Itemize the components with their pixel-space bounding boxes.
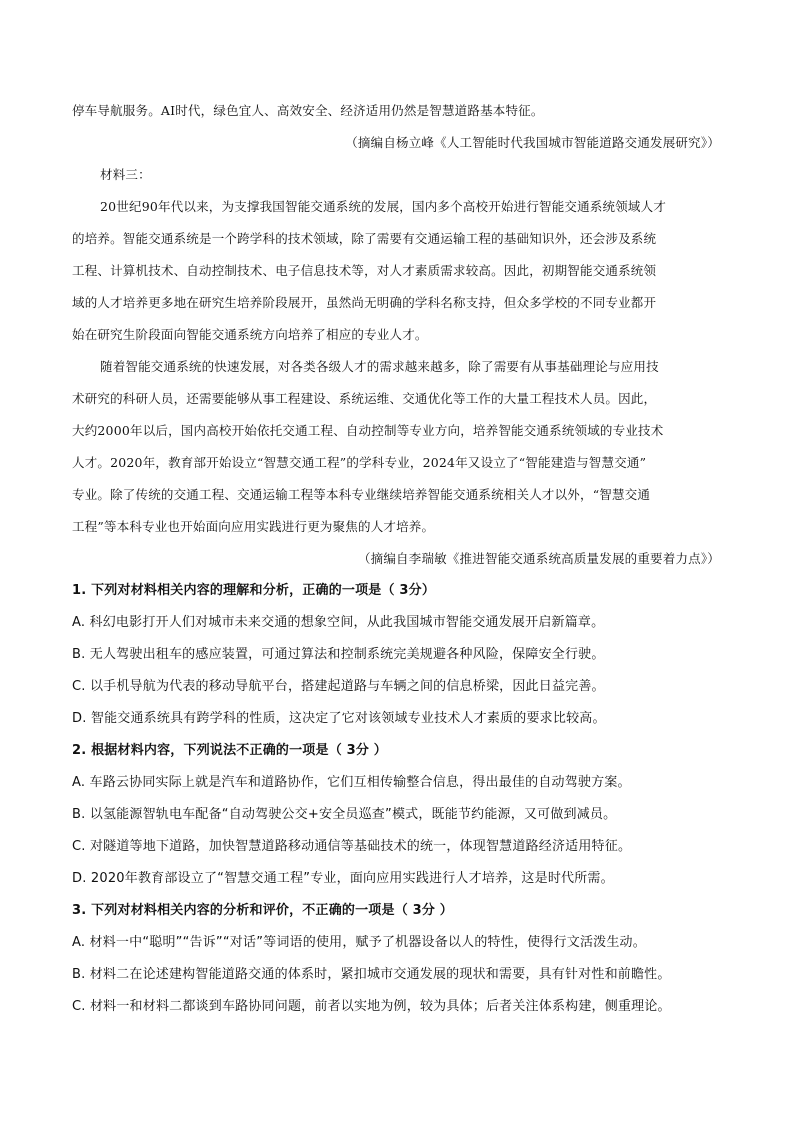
material2-source: （摘编自杨立峰《人工智能时代我国城市智能道路交通发展研究》） bbox=[345, 135, 720, 150]
material3-p2-line: 随着智能交通系统的快速发展，对各类各级人才的需求越来越多，除了需要有从事基础理论与应用技 bbox=[100, 359, 659, 374]
question-3-option-b: B. 材料二在论述建构智能道路交通的体系时，紧扣城市交通发展的现状和需要，具有针对性和前瞻性。 bbox=[72, 967, 671, 982]
material3-p1-line: 始在研究生阶段面向智能交通系统方向培养了相应的专业人才。 bbox=[72, 327, 428, 342]
material3-p1-line: 的培养。智能交通系统是一个跨学科的技术领域，除了需要有交通运输工程的基础知识外，还会涉及系统 bbox=[72, 231, 657, 246]
question-2-option-d: D. 2020年教育部设立了“智慧交通工程”专业，面向应用实践进行人才培养，这是时代所需。 bbox=[72, 871, 614, 886]
material3-source: （摘编自李瑞敏《推进智能交通系统高质量发展的重要着力点》） bbox=[357, 551, 720, 566]
question-1-option-b: B. 无人驾驶出租车的感应装置，可通过算法和控制系统完美规避各种风险，保障安全行驶。 bbox=[72, 647, 605, 662]
question-1-stem: 1. 下列对材料相关内容的理解和分析，正确的一项是（ 3分） bbox=[72, 583, 436, 598]
material2-last-line: 停车导航服务。AI时代，绿色宜人、高效安全、经济适用仍然是智慧道路基本特征。 bbox=[72, 103, 544, 118]
material3-p2-line: 大约2000年以后，国内高校开始依托交通工程、自动控制等专业方向，培养智能交通系统领域的专业技术 bbox=[72, 423, 664, 438]
question-1-option-a: A. 科幻电影打开人们对城市未来交通的想象空间，从此我国城市智能交通发展开启新篇章。 bbox=[72, 615, 605, 630]
material3-p1-line: 工程、计算机技术、自动控制技术、电子信息技术等，对人才素质需求较高。因此，初期智能交通系统领 bbox=[72, 263, 657, 278]
material3-heading: 材料三： bbox=[100, 167, 151, 182]
material3-p2-line: 人才。2020年，教育部开始设立“智慧交通工程”的学科专业，2024年又设立了“智能建造与智慧交通” bbox=[72, 455, 647, 470]
question-2-option-a: A. 车路云协同实际上就是汽车和道路协作，它们互相传输整合信息，得出最佳的自动驾驶方案。 bbox=[72, 775, 631, 790]
question-2-option-c: C. 对隧道等地下道路，加快智慧道路移动通信等基础技术的统一，体现智慧道路经济适用特征。 bbox=[72, 839, 632, 854]
question-3-option-a: A. 材料一中“聪明”“告诉”“对话”等词语的使用，赋予了机器设备以人的特性，使得行文活泼生动。 bbox=[72, 935, 646, 950]
question-2-stem: 2. 根据材料内容，下列说法不正确的一项是（ 3分 ） bbox=[72, 743, 388, 758]
question-3-option-c: C. 材料一和材料二都谈到车路协同问题，前者以实地为例，较为具体；后者关注体系构建，侧重理论。 bbox=[72, 999, 671, 1014]
question-1-option-c: C. 以手机导航为代表的移动导航平台，搭建起道路与车辆之间的信息桥梁，因此日益完善。 bbox=[72, 679, 605, 694]
material3-p2-line: 专业。除了传统的交通工程、交通运输工程等本科专业继续培养智能交通系统相关人才以外，“智慧交通 bbox=[72, 487, 651, 502]
material3-p1-line: 20世纪90年代以来，为支撑我国智能交通系统的发展，国内多个高校开始进行智能交通系统领域人才 bbox=[100, 199, 667, 214]
question-3-stem: 3. 下列对材料相关内容的分析和评价，不正确的一项是（ 3分 ） bbox=[72, 903, 454, 918]
material3-p2-line: 术研究的科研人员，还需要能够从事工程建设、系统运维、交通优化等工作的大量工程技术人员。因此， bbox=[72, 391, 657, 406]
material3-p2-line: 工程”等本科专业也开始面向应用实践进行更为聚焦的人才培养。 bbox=[72, 519, 435, 534]
material3-p1-line: 域的人才培养更多地在研究生培养阶段展开，虽然尚无明确的学科名称支持，但众多学校的不同专业都开 bbox=[72, 295, 657, 310]
question-1-option-d: D. 智能交通系统具有跨学科的性质，这决定了它对该领域专业技术人才素质的要求比较高。 bbox=[72, 711, 606, 726]
question-2-option-b: B. 以氢能源智轨电车配备“自动驾驶公交+安全员巡查”模式，既能节约能源，又可做到减员。 bbox=[72, 807, 617, 822]
